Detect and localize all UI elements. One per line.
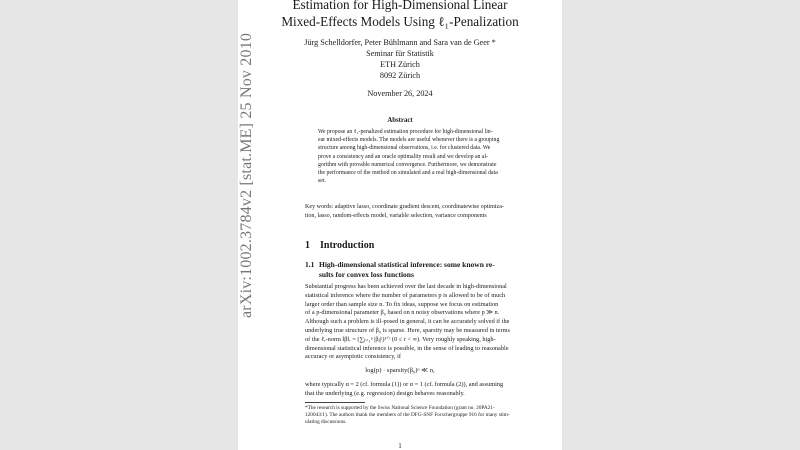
keywords-line: tion, lasso, random-effects model, variable selection, variance components — [305, 213, 487, 219]
arxiv-identifier: arXiv:1002.3784v2 [stat.ME] 25 Nov 2010 — [238, 32, 255, 318]
footnote-line: ulating discussions. — [305, 418, 347, 425]
abstract-line: structure among high-dimensional observations, i.e. for clustered data. We — [318, 145, 491, 152]
keywords-line: Key words: adaptive lasso, coordinate gradient descent, coordinatewise optimiza- — [305, 204, 504, 210]
body-line: Although such a problem is ill-posed in general, it can be accurately solved if the — [305, 318, 510, 326]
body-line: that the underlying (e.g. regression) design behaves reasonably. — [305, 389, 465, 397]
subsection-heading — [305, 260, 561, 280]
affiliation-line-2: ETH Zürich — [380, 60, 420, 69]
paper-page — [238, 0, 562, 450]
keywords — [305, 203, 561, 221]
abstract — [318, 128, 562, 185]
body-paragraph-2 — [305, 381, 561, 399]
body-line: dimensional statistical inference is possible, in the sense of leading to reasonable — [305, 344, 509, 352]
date: November 26, 2024 — [367, 89, 433, 98]
abstract-line: We propose an ℓ₁-penalized estimation procedure for high-dimensional lin- — [318, 129, 493, 135]
abstract-line: gorithm with provable numerical convergence. Furthermore, we demonstrate — [318, 161, 497, 168]
page-number: 1 — [398, 442, 402, 450]
title-line-2: Mixed-Effects Models Using ℓ₁-Penalization — [281, 14, 519, 29]
equation: log(p) · sparsity(β₀)ᵅ ≪ n, — [365, 367, 435, 374]
section-heading — [305, 240, 384, 251]
body-line: underlying true structure of β₀ is sparse. Here, sparsity may be measured in terms — [305, 326, 510, 334]
body-line: of a p-dimensional parameter β₀ based on n noisy observations where p ≫ n. — [305, 309, 500, 317]
abstract-line: ear mixed-effects models. The models are useful whenever there is a grouping — [318, 137, 500, 144]
footnote-rule — [305, 402, 365, 403]
affiliation-line-1: Seminar für Statistik — [366, 49, 434, 58]
left-margin — [0, 0, 238, 450]
subsection-number: 1.1 — [305, 260, 315, 269]
body-line: of the ℓᵣ-norm ‖β‖ᵣ = (∑ⱼ₌₁ᵖ |βⱼ|ʳ)¹ᐟʳ (0 ≤ r < ∞). Very roughly speaking, high- — [305, 335, 496, 343]
subsection-title-line-2: sults for convex loss functions — [319, 270, 414, 279]
abstract-heading: Abstract — [387, 117, 413, 124]
abstract-line: the performance of the method on simulated and a real high-dimensional data — [318, 170, 498, 177]
abstract-line: set. — [318, 178, 326, 185]
authors: Jürg Schelldorfer, Peter Bühlmann and Sara van de Geer * — [304, 38, 496, 47]
footnote-line: 120043/1). The authors thank the members of the DFG-SNF Forschergruppe 916 for many stim- — [305, 411, 510, 418]
title-line-1: Estimation for High-Dimensional Linear — [292, 0, 508, 12]
section-title: Introduction — [320, 240, 375, 251]
body-line: statistical inference where the number of parameters p is allowed to be of much — [305, 291, 506, 299]
footnote-line: *The research is supported by the Swiss National Science Foundation (grant no. 20PA21- — [305, 405, 495, 411]
body-line: larger order than sample size n. To fix ideas, suppose we focus on estimation — [305, 300, 499, 308]
body-line: where typically α = 2 (cf. formula (1)) or α = 1 (cf. formula (2)), and assuming — [305, 381, 504, 388]
section-number: 1 — [305, 240, 310, 251]
footnote — [305, 405, 561, 425]
body-line: Substantial progress has been achieved over the last decade in high-dimensional — [305, 283, 507, 290]
affiliation-line-3: 8092 Zürich — [379, 71, 421, 80]
body-line: accuracy or asymptotic consistency, if — [305, 353, 401, 361]
abstract-line: prove a consistency and an oracle optimality result and we develop an al- — [318, 153, 488, 160]
body-paragraph — [305, 283, 561, 362]
subsection-title-line-1: High-dimensional statistical inference: some known re- — [319, 260, 495, 269]
right-margin — [562, 0, 800, 450]
